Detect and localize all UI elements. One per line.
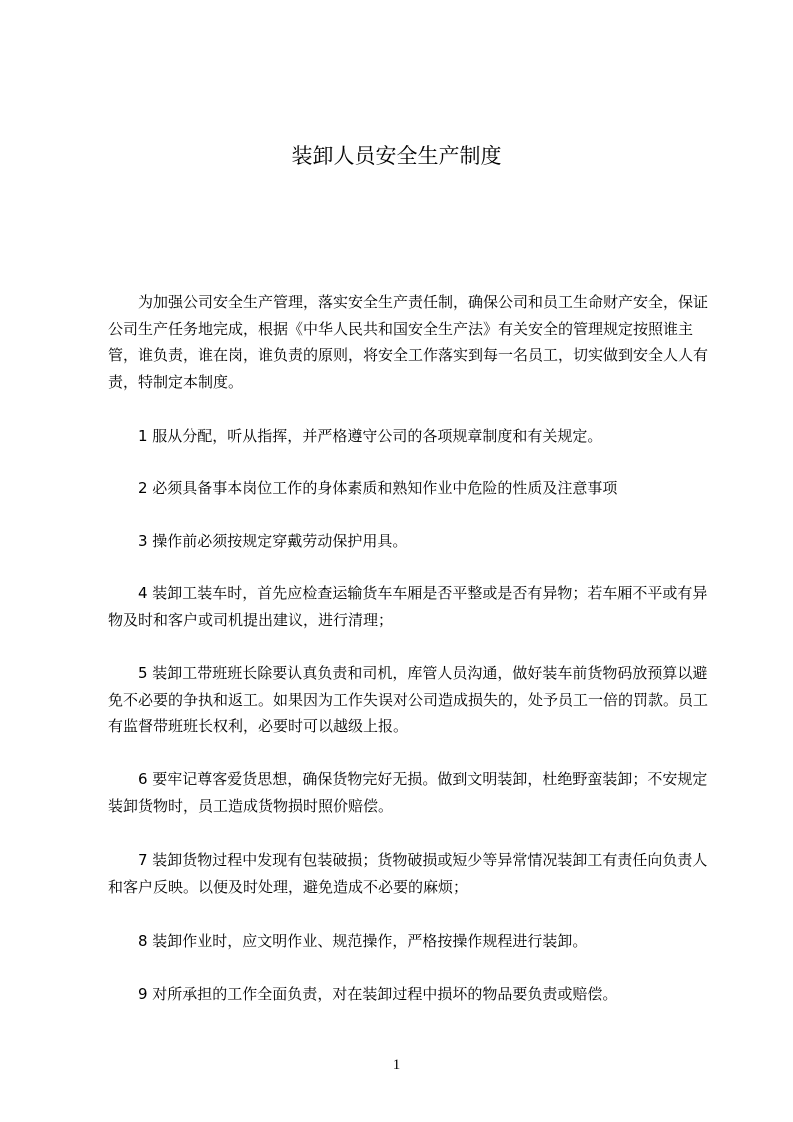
page-number: 1 xyxy=(392,1057,401,1073)
rule-item-6: 6 要牢记尊客爱货思想，确保货物完好无损。做到文明装卸，杜绝野蛮装卸；不安规定装卸货物时，员工造成货物损时照价赔偿。 xyxy=(108,770,708,815)
rule-item-5: 5 装卸工带班班长除要认真负责和司机，库管人员沟通，做好装车前货物码放预算以避免不必要的争执和返工。如果因为工作失误对公司造成损失的，处予员工一倍的罚款。员工有监督带班班长权利，必要时可以越级上报。 xyxy=(108,664,709,735)
rule-item-8: 8 装卸作业时，应文明作业、规范操作，严格按操作规程进行装卸。 xyxy=(138,932,588,950)
document-title: 装卸人员安全生产制度 xyxy=(291,144,502,168)
rule-item-2: 2 必须具备事本岗位工作的身体素质和熟知作业中危险的性质及注意事项 xyxy=(138,479,618,497)
rule-item-4: 4 装卸工装车时，首先应检查运输货车车厢是否平整或是否有异物；若车厢不平或有异物及时和客户或司机提出建议，进行清理； xyxy=(108,584,708,629)
rule-item-1: 1 服从分配，听从指挥，并严格遵守公司的各项规章制度和有关规定。 xyxy=(138,427,603,445)
rule-item-3: 3 操作前必须按规定穿戴劳动保护用具。 xyxy=(138,532,408,550)
rule-item-7: 7 装卸货物过程中发现有包装破损；货物破损或短少等异常情况装卸工有责任向负责人和客户反映。以便及时处理，避免造成不必要的麻烦； xyxy=(108,851,708,896)
rule-item-9: 9 对所承担的工作全面负责，对在装卸过程中损坏的物品要负责或赔偿。 xyxy=(138,985,618,1003)
intro-paragraph: 为加强公司安全生产管理，落实安全生产责任制，确保公司和员工生命财产安全，保证公司生产任务地完成，根据《中华人民共和国安全生产法》有关安全的管理规定按照谁主管，谁负责，谁在岗，谁负责的原则，将安全工作落实到每一名员工，切实做到安全人人有责，特制定本制度。 xyxy=(108,293,709,391)
